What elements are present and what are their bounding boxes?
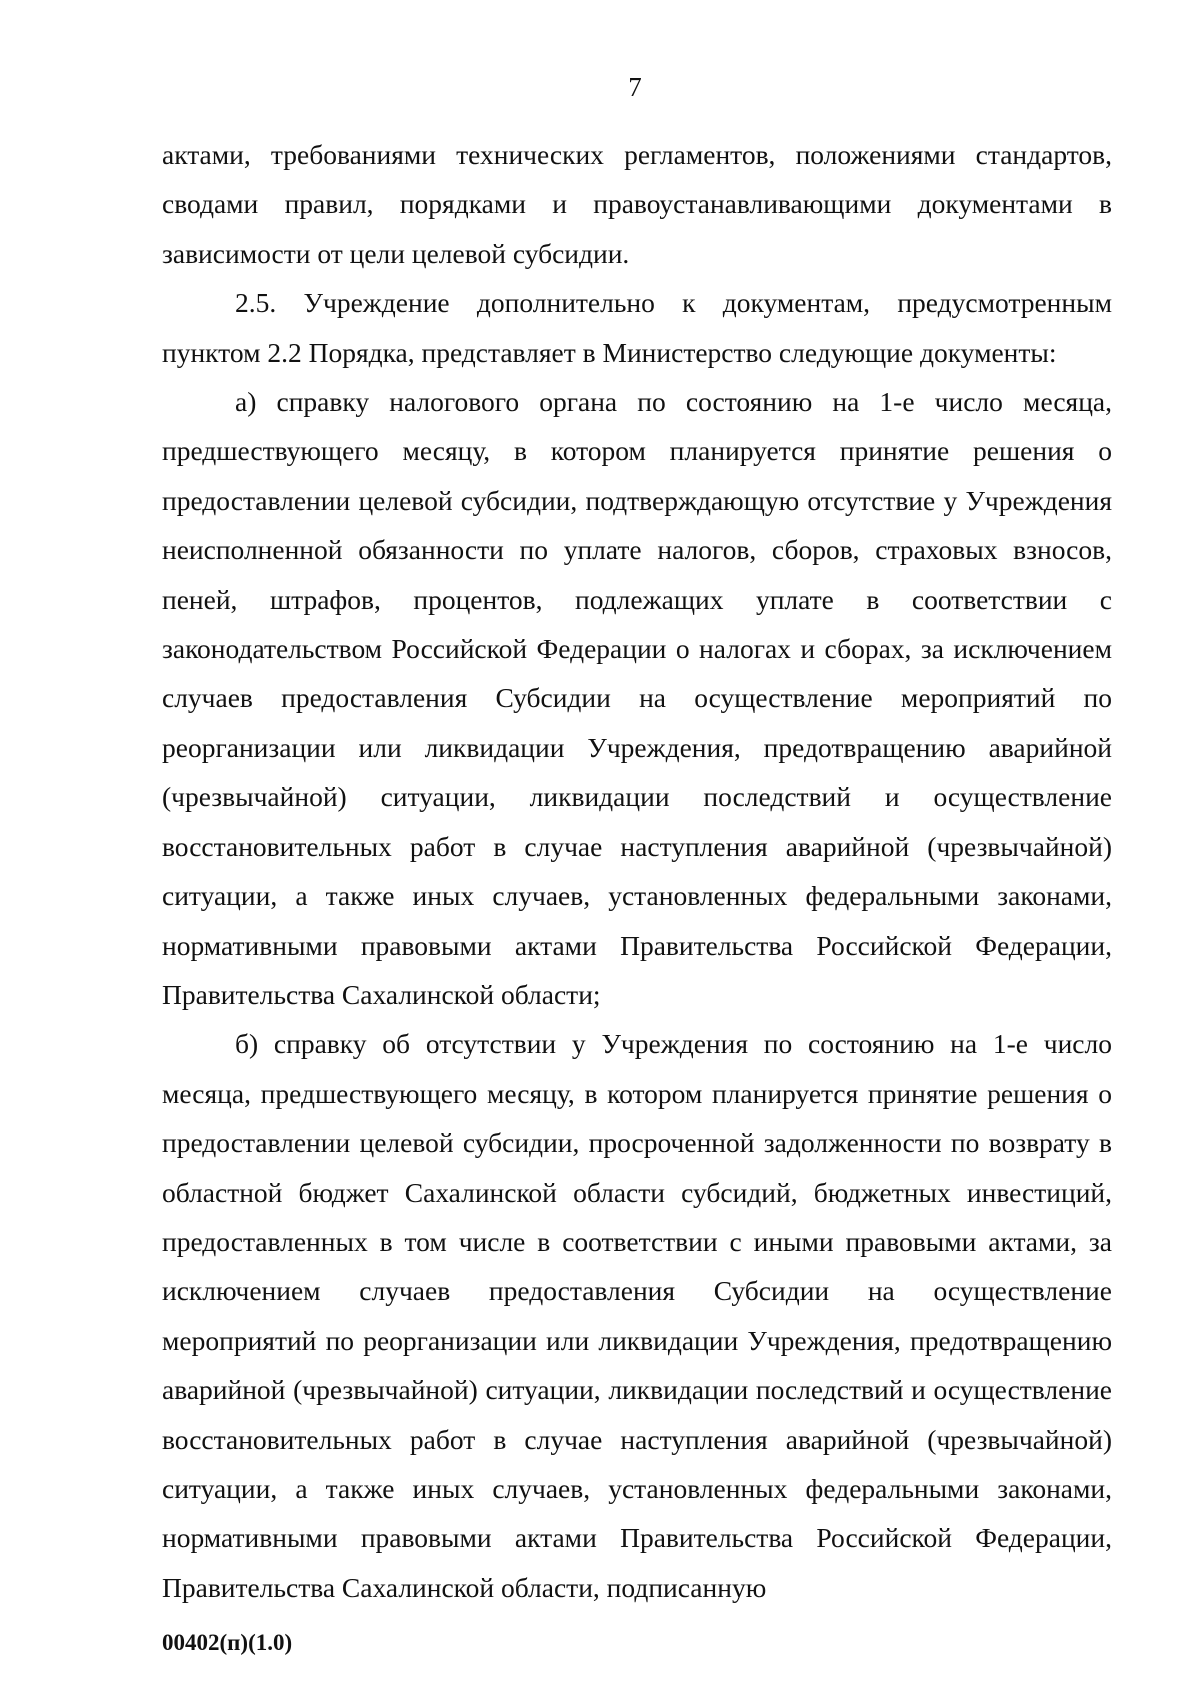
document-body <box>162 130 1112 1612</box>
document-code: 00402(п)(1.0) <box>162 1630 293 1655</box>
page-number: 7 <box>628 72 642 102</box>
paragraph-2-5: 2.5. Учреждение дополнительно к документам, предусмотренным пунктом 2.2 Порядка, представляет в Министерство следующие документы: <box>162 287 1112 368</box>
paragraph-item-b: б) справку об отсутствии у Учреждения по состоянию на 1-е число месяца, предшествующего месяцу, в котором планируется принятие решения о предоставлении целевой субсидии, просроченной задолженности по возврату в областной бюджет Сахалинской области субсидий, бюджетных инвестиций, предоставленных в том числе в соответствии с иными правовыми актами, за исключением случаев предоставления Субсидии на осуществление мероприятий по реорганизации или ликвидации Учреждения, предотвращению аварийной (чрезвычайной) ситуации, ликвидации последствий и осуществление восстановительных работ в случае наступления аварийной (чрезвычайной) ситуации, а также иных случаев, установленных федеральными законами, нормативными правовыми актами Правительства Российской Федерации, Правительства Сахалинской области, подписанную <box>162 1028 1112 1603</box>
paragraph-item-a: а) справку налогового органа по состоянию на 1-е число месяца, предшествующего месяцу, в котором планируется принятие решения о предоставлении целевой субсидии, подтверждающую отсутствие у Учреждения неисполненной обязанности по уплате налогов, сборов, страховых взносов, пеней, штрафов, процентов, подлежащих уплате в соответствии с законодательством Российской Федерации о налогах и сборах, за исключением случаев предоставления Субсидии на осуществление мероприятий по реорганизации или ликвидации Учреждения, предотвращению аварийной (чрезвычайной) ситуации, ликвидации последствий и осуществление восстановительных работ в случае наступления аварийной (чрезвычайной) ситуации, а также иных случаев, установленных федеральными законами, нормативными правовыми актами Правительства Российской Федерации, Правительства Сахалинской области; <box>162 386 1112 1010</box>
paragraph-continuation: актами, требованиями технических регламентов, положениями стандартов, сводами правил, порядками и правоустанавливающими документами в зависимости от цели целевой субсидии. <box>162 139 1112 269</box>
